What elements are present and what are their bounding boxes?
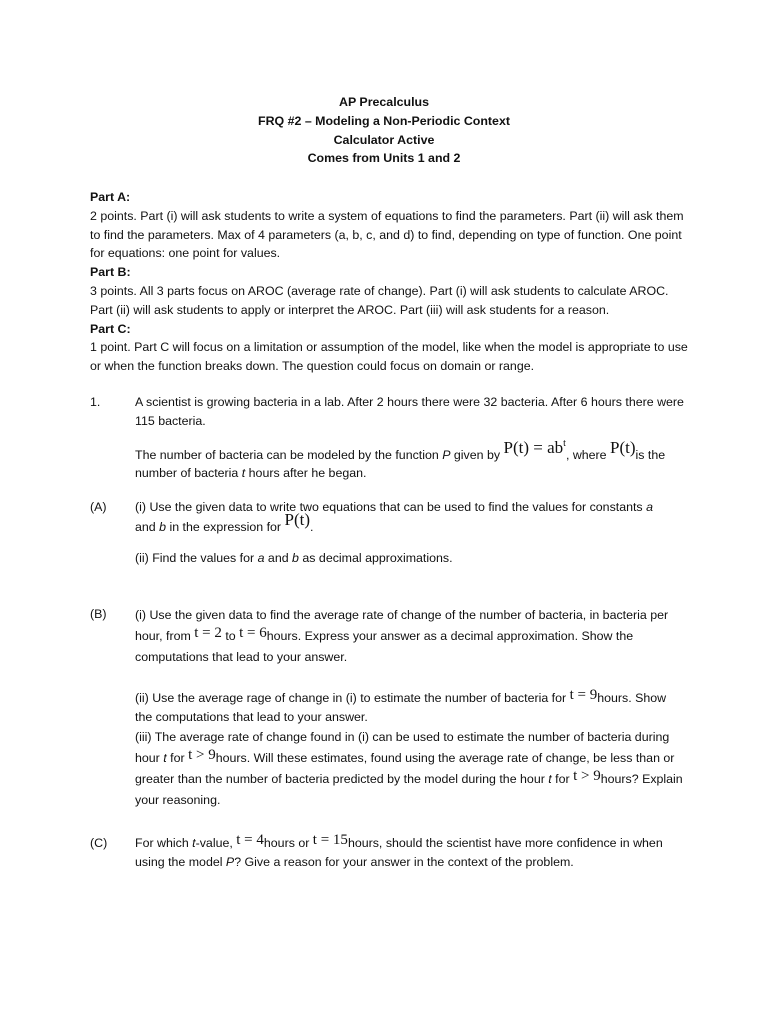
question-b-iii: (iii) The average rate of change found in (i) can be used to estimate the number of bacteria during hour t for t > 9hours. Will these estimates, found using the average rate of change, be less than or greater than the number of bacteria predicted by the model during the hour t for t > 9hours? Explain your reasoning. [135, 729, 683, 807]
question-b-ii: (ii) Use the average rage of change in (i) to estimate the number of bacteria for t = 9hours. Show the computations that lead to your answer. [135, 687, 667, 724]
model-function: P(t) [610, 437, 636, 457]
frq-title: FRQ #2 – Modeling a Non-Periodic Context [258, 113, 510, 128]
part-label: (B) [90, 607, 107, 621]
part-label: (C) [90, 836, 108, 850]
units-note: Comes from Units 1 and 2 [307, 151, 461, 166]
part-b-text: 3 points. All 3 parts focus on AROC (average rate of change). Part (i) will ask students to calculate AROC. Part (ii) will ask students to apply or interpret the AROC. Part (iii) will ask students for a reason. [90, 283, 669, 317]
part-a-label: Part A: [90, 190, 131, 204]
document-header [0, 93, 768, 168]
calculator-note: Calculator Active [333, 132, 435, 147]
question-a-ii: (ii) Find the values for a and b as decimal approximations. [135, 550, 453, 565]
scoring-overview [90, 188, 690, 376]
question-1-body [135, 393, 685, 483]
model-statement: The number of bacteria can be modeled by the function P given by $P(t) = ab^t$, where P(t)is the number of bacteria t hours after he began. [135, 437, 666, 481]
question-a-body [135, 498, 685, 567]
question-a-i: (i) Use the given data to write two equations that can be used to find the values for constants a and b in the expression for P(t). [135, 500, 653, 534]
question-1-stem: A scientist is growing bacteria in a lab. After 2 hours there were 32 bacteria. After 6 hours there were 115 bacteria. [135, 395, 684, 428]
part-c-text: 1 point. Part C will focus on a limitation or assumption of the model, like when the model is appropriate to use or when the function breaks down. The question could focus on domain or range. [90, 340, 688, 374]
question-b-body [135, 605, 685, 811]
part-label: (A) [90, 500, 107, 514]
question-b-i: (i) Use the given data to find the average rate of change of the number of bacteria, in bacteria per hour, from t = 2 to t = 6hours. Express your answer as a decimal approximation. Show the computations that lead to your answer. [135, 608, 669, 664]
question-number: 1. [90, 395, 101, 409]
model-equation: $P(t) = ab^t$ [503, 437, 566, 457]
part-b-label: Part B: [90, 265, 131, 280]
course-title: AP Precalculus [339, 95, 429, 109]
question-c-body: For which t-value, t = 4hours or t = 15hours, should the scientist have more confidence in when using the model P? Give a reason for your answer in the context of the problem. [135, 832, 663, 869]
part-c-label: Part C: [90, 321, 131, 336]
part-a-text: 2 points. Part (i) will ask students to write a system of equations to find the parameters. Part (ii) will ask them to find the parameters. Max of 4 parameters (a, b, c, and d) to find, depending on type of function. One point for equations: one point for values. [90, 208, 684, 261]
expression-function: P(t) [284, 509, 310, 529]
